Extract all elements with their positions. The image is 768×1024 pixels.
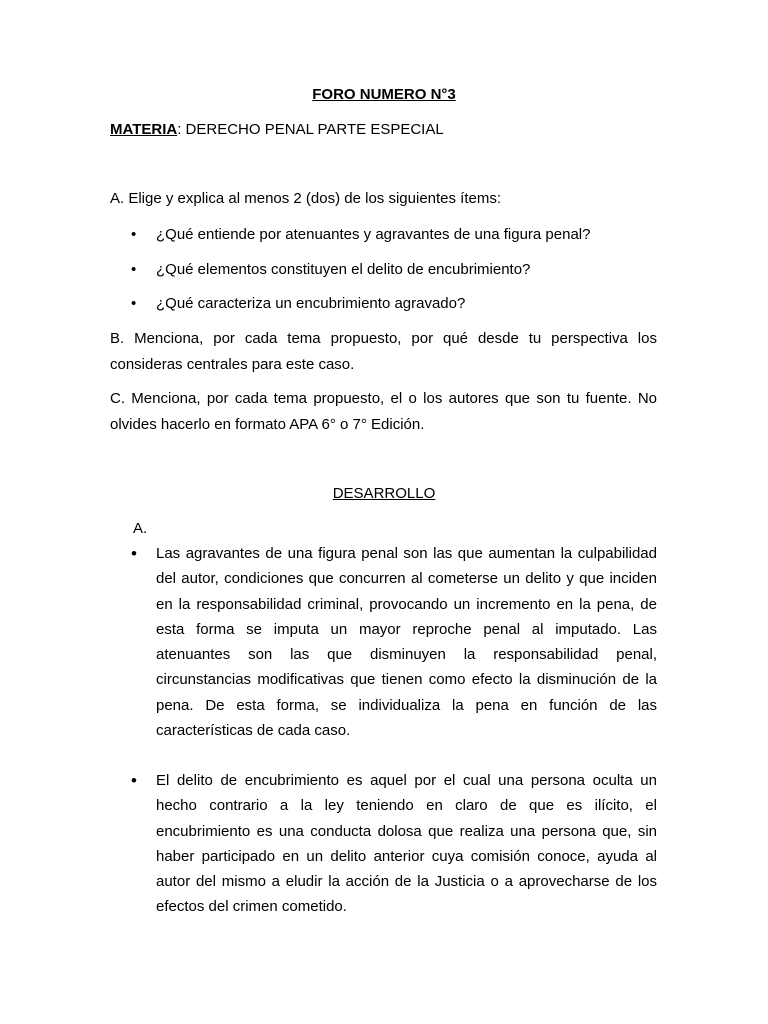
desarrollo-item-text: Las agravantes de una figura penal son las que aumentan la culpabilidad del autor, condiciones que concurren al cometerse un delito y que inciden en la responsabilidad criminal, provocando un incremento en la pena, de esta forma se imputa un mayor reproche penal al imputado. Las atenuantes son las que disminuyen la responsabilidad penal, circunstancias modificativas que tienen como efecto la disminución de la pena. De esta forma, se individualiza la pena en función de las características de cada caso. (156, 545, 657, 740)
document-title: FORO NUMERO N°3 (312, 86, 456, 103)
instruction-b: B. Menciona, por cada tema propuesto, por qué desde tu perspectiva los consideras centrales para este caso. (110, 330, 657, 373)
desarrollo-heading: DESARROLLO (332, 485, 436, 502)
bullet-icon: • (131, 261, 137, 278)
instruction-c: C. Menciona, por cada tema propuesto, el o los autores que son tu fuente. No olvides hacerlo en formato APA 6° o 7° Edición. (110, 390, 657, 433)
instruction-item-text: ¿Qué elementos constituyen el delito de encubrimiento? (156, 261, 531, 278)
materia-line (110, 120, 444, 140)
bullet-icon: • (131, 771, 137, 790)
instruction-a-intro: A. Elige y explica al menos 2 (dos) de los siguientes ítems: (110, 190, 502, 207)
materia-label: MATERIA (110, 121, 178, 138)
instruction-item-text: ¿Qué entiende por atenuantes y agravantes de una figura penal? (156, 226, 591, 243)
instruction-item-text: ¿Qué caracteriza un encubrimiento agravado? (156, 295, 466, 312)
desarrollo-section-label: A. (133, 520, 148, 537)
desarrollo-item-text: El delito de encubrimiento es aquel por el cual una persona oculta un hecho contrario a la ley teniendo en claro de que es ilícito, el encubrimiento es una conducta dolosa que realiza una persona que, sin haber participado en un delito anterior cuya comisión conoce, ayuda al autor del mismo a eludir la acción de la Justicia o a aprovecharse de los efectos del crimen cometido. (156, 772, 657, 916)
bullet-icon: • (131, 295, 137, 312)
bullet-icon: • (131, 226, 137, 243)
materia-value: : DERECHO PENAL PARTE ESPECIAL (177, 121, 444, 138)
bullet-icon: • (131, 544, 137, 563)
